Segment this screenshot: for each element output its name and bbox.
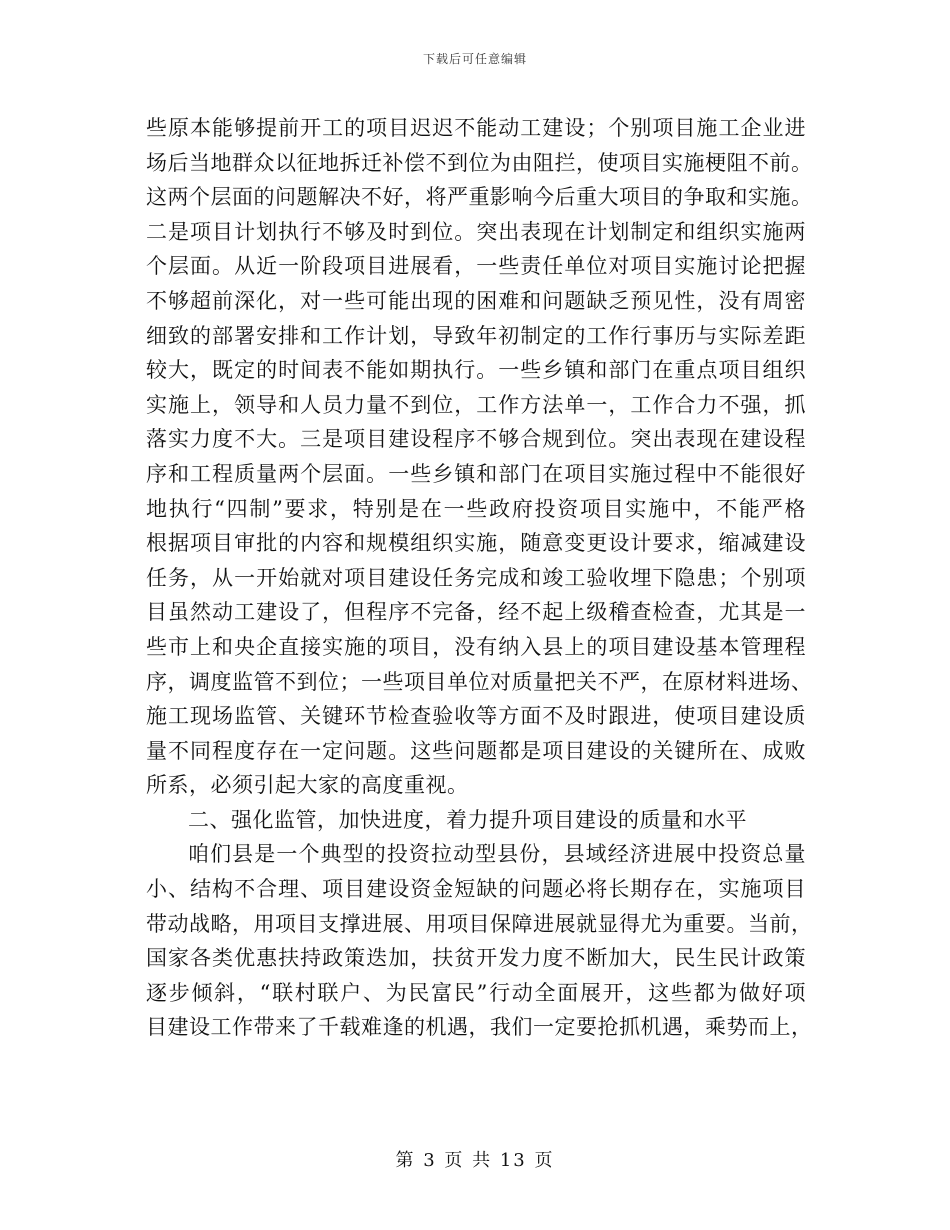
- text-line: 施工现场监管、关键环节检查验收等方面不及时跟进，使项目建设质: [146, 704, 806, 729]
- text-line: 二是项目计划执行不够及时到位。突出表现在计划制定和组织实施两: [146, 219, 806, 244]
- text-line: 地执行“四制”要求，特别是在一些政府投资项目实施中，不能严格: [146, 496, 806, 521]
- text-line: 实施上，领导和人员力量不到位，工作方法单一，工作合力不强，抓: [146, 392, 806, 417]
- text-line: 序和工程质量两个层面。一些乡镇和部门在项目实施过程中不能很好: [146, 461, 806, 486]
- text-line: 任务，从一开始就对项目建设任务完成和竣工验收埋下隐患；个别项: [146, 565, 806, 590]
- text-line: 些市上和央企直接实施的项目，没有纳入县上的项目建设基本管理程: [146, 634, 806, 659]
- text-line: 小、结构不合理、项目建设资金短缺的问题必将长期存在，实施项目: [146, 877, 806, 902]
- text-line: 国家各类优惠扶持政策迭加，扶贫开发力度不断加大，民生民计政策: [146, 946, 806, 971]
- document-body: [146, 111, 813, 1045]
- text-line: 所系，必须引起大家的高度重视。: [146, 773, 469, 798]
- text-line: 根据项目审批的内容和规模组织实施，随意变更设计要求，缩减建设: [146, 531, 806, 556]
- section-heading: 二、强化监管，加快进度，着力提升项目建设的质量和水平: [188, 807, 747, 832]
- text-line: 个层面。从近一阶段项目进展看，一些责任单位对项目实施讨论把握: [146, 254, 806, 279]
- page-number: 第 3 页 共 13 页: [395, 1150, 555, 1171]
- text-line: 目建设工作带来了千载难逢的机遇，我们一定要抢抓机遇，乘势而上，: [146, 1015, 813, 1040]
- text-line: 些原本能够提前开工的项目迟迟不能动工建设；个别项目施工企业进: [146, 116, 806, 140]
- text-line: 场后当地群众以征地拆迁补偿不到位为由阻拦，使项目实施梗阻不前。: [146, 150, 813, 175]
- text-line: 带动战略，用项目支撑进展、用项目保障进展就显得尤为重要。当前，: [146, 911, 813, 936]
- text-line: 这两个层面的问题解决不好，将严重影响今后重大项目的争取和实施。: [146, 185, 813, 210]
- text-line: 较大，既定的时间表不能如期执行。一些乡镇和部门在重点项目组织: [146, 358, 806, 383]
- text-line: 量不同程度存在一定问题。这些问题都是项目建设的关键所在、成败: [146, 738, 806, 763]
- text-line: 目虽然动工建设了，但程序不完备，经不起上级稽查检查，尤其是一: [146, 600, 806, 625]
- text-line: 序，调度监管不到位；一些项目单位对质量把关不严，在原材料进场、: [146, 669, 813, 694]
- text-line: 落实力度不大。三是项目建设程序不够合规到位。突出表现在建设程: [146, 427, 806, 452]
- text-line: 逐步倾斜，“联村联户、为民富民”行动全面展开，这些都为做好项: [146, 980, 806, 1005]
- text-line: 不够超前深化，对一些可能出现的困难和问题缺乏预见性，没有周密: [146, 288, 806, 313]
- page-header: 下载后可任意编辑: [422, 52, 527, 66]
- text-line: 咱们县是一个典型的投资拉动型县份，县域经济进展中投资总量: [188, 842, 806, 867]
- text-line: 细致的部署安排和工作计划，导致年初制定的工作行事历与实际差距: [146, 323, 806, 348]
